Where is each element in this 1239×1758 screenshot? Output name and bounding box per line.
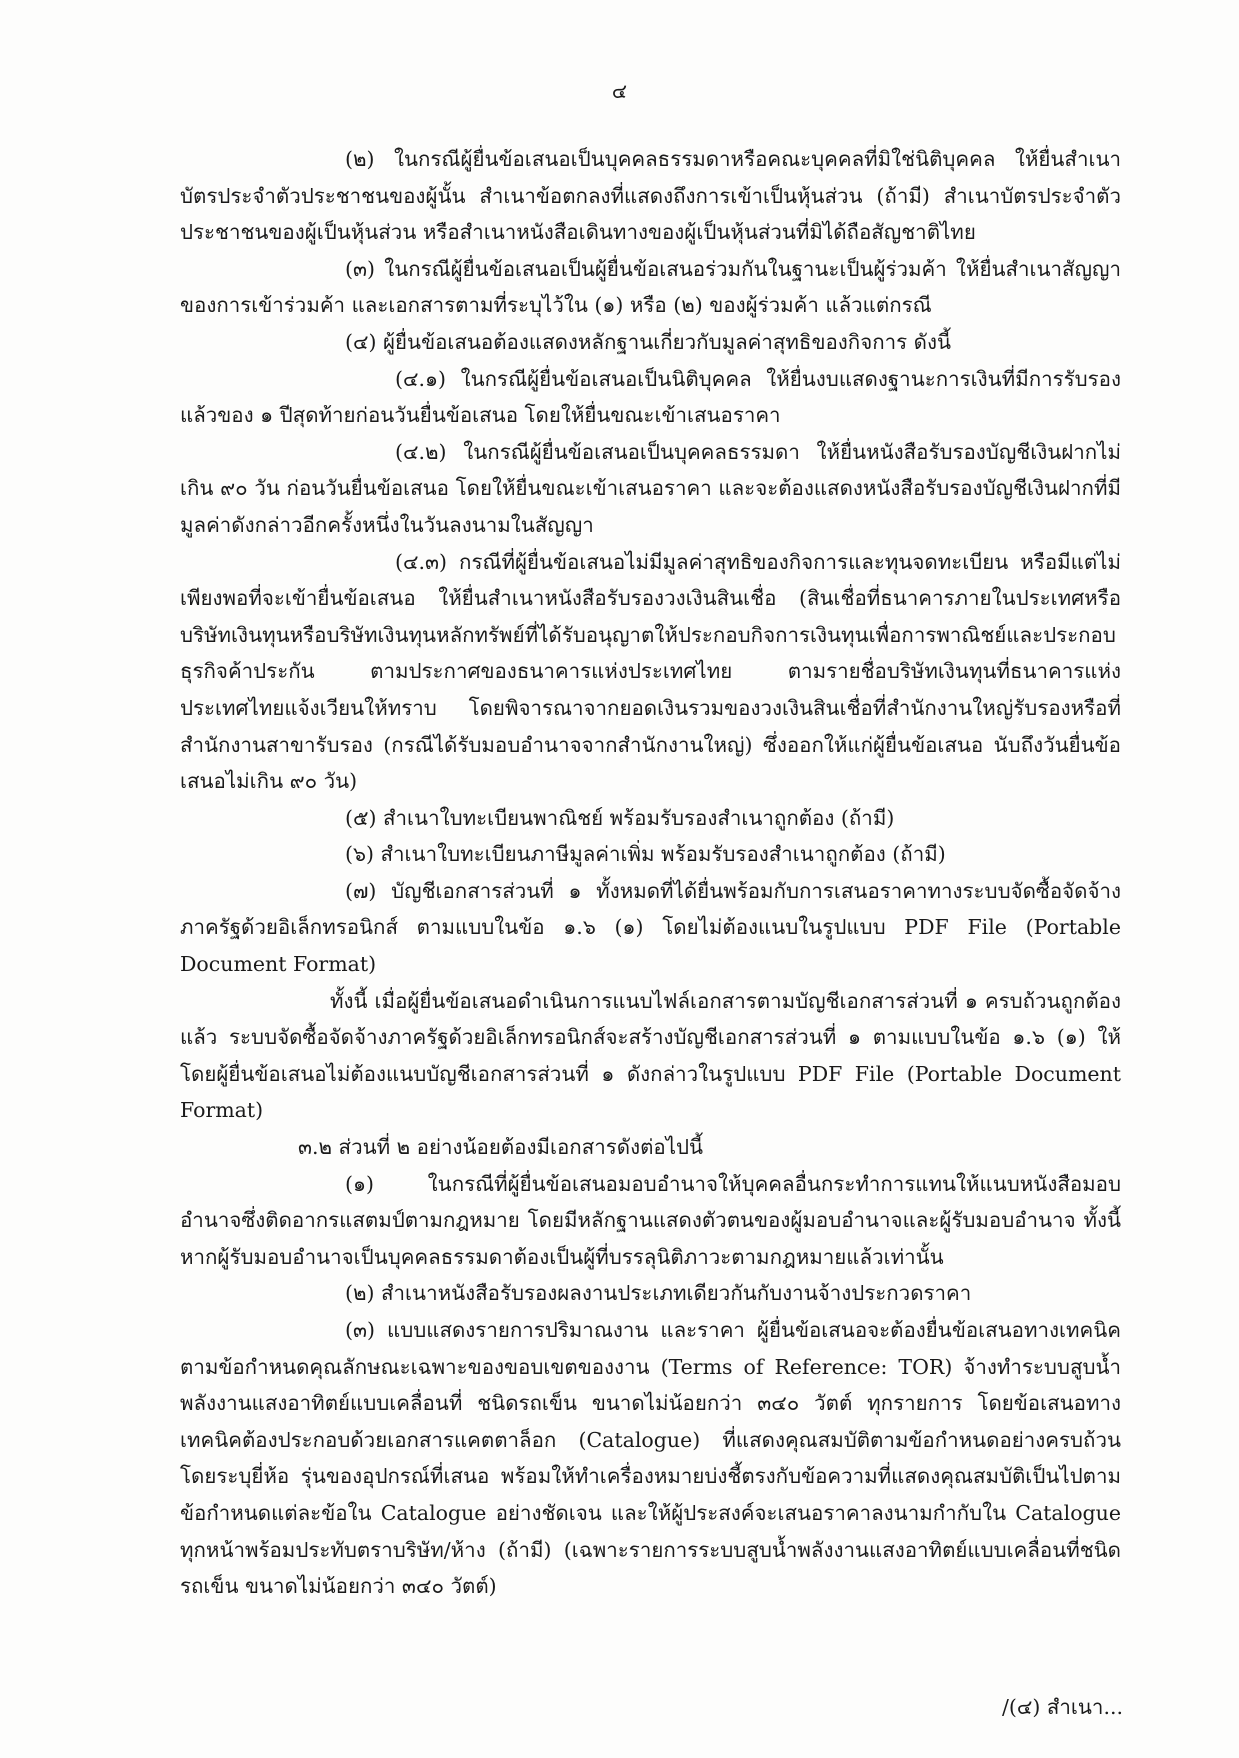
paragraph-note: ทั้งนี้ เมื่อผู้ยื่นข้อเสนอดำเนินการแนบไฟล์เอกสารตามบัญชีเอกสารส่วนที่ ๑ ครบถ้วนถูกต้องแล้ว ระบบจัดซื้อจัดจ้างภาครัฐด้วยอิเล็กทรอนิกส์จะสร้างบัญชีเอกสารส่วนที่ ๑ ตามแบบในข้อ ๑.๖ (๑) ให้โดยผู้ยื่นข้อเสนอไม่ต้องแนบบัญชีเอกสารส่วนที่ ๑ ดังกล่าวในรูปแบบ PDF File (Portable Document Format) (180, 988, 1121, 1123)
paragraph-part2-2-work-certificate: (๒) สำเนาหนังสือรับรองผลงานประเภทเดียวกันกับงานจ้างประกวดราคา (345, 1281, 972, 1306)
paragraph-part2-3-quantity-price: (๓) แบบแสดงรายการปริมาณงาน และราคา ผู้ยื่นข้อเสนอจะต้องยื่นข้อเสนอทางเทคนิค ตามข้อกำหนดคุณลักษณะเฉพาะของขอบเขตของงาน (Terms of Reference: TOR) จ้างทำระบบสูบน้ำพลังงานแสงอาทิตย์แบบเคลื่อนที่ ชนิดรถเข็น ขนาดไม่น้อยกว่า ๓๔๐ วัตต์ ทุกรายการ โดยข้อเสนอทางเทคนิคต้องประกอบด้วยเอกสารแคตตาล็อก (Catalogue) ที่แสดงคุณสมบัติตามข้อกำหนดอย่างครบถ้วน โดยระบุยี่ห้อ รุ่นของอุปกรณ์ที่เสนอ พร้อมให้ทำเครื่องหมายบ่งชี้ตรงกับข้อความที่แสดงคุณสมบัติเป็นไปตามข้อกำหนดแต่ละข้อใน Catalogue อย่างชัดเจน และให้ผู้ประสงค์จะเสนอราคาลงนามกำกับใน Catalogue ทุกหน้าพร้อมประทับตราบริษัท/ห้าง (ถ้ามี) (เฉพาะรายการระบบสูบน้ำพลังงานแสงอาทิตย์แบบเคลื่อนที่ชนิดรถเข็น ขนาดไม่น้อยกว่า ๓๔๐ วัตต์) (180, 1318, 1121, 1599)
paragraph-4-net-worth: (๔) ผู้ยื่นข้อเสนอต้องแสดงหลักฐานเกี่ยวกับมูลค่าสุทธิของกิจการ ดังนี้ (345, 329, 951, 354)
paragraph-7-document-list: (๗) บัญชีเอกสารส่วนที่ ๑ ทั้งหมดที่ได้ยื่นพร้อมกับการเสนอราคาทางระบบจัดซื้อจัดจ้างภาครัฐด้วยอิเล็กทรอนิกส์ ตามแบบในข้อ ๑.๖ (๑) โดยไม่ต้องแนบในรูปแบบ PDF File (Portable Document Format) (180, 878, 1121, 977)
page-number: ๔ (611, 79, 628, 103)
document-body (180, 141, 1121, 1605)
paragraph-part2-1-power-of-attorney: (๑) ในกรณีที่ผู้ยื่นข้อเสนอมอบอำนาจให้บุคคลอื่นกระทำการแทนให้แนบหนังสือมอบอำนาจซึ่งติดอากรแสตมป์ตามกฎหมาย โดยมีหลักฐานแสดงตัวตนของผู้มอบอำนาจและผู้รับมอบอำนาจ ทั้งนี้ หากผู้รับมอบอำนาจเป็นบุคคลธรรมดาต้องเป็นผู้ที่บรรลุนิติภาวะตามกฎหมายแล้วเท่านั้น (180, 1171, 1121, 1269)
paragraph-2-individual: (๒) ในกรณีผู้ยื่นข้อเสนอเป็นบุคคลธรรมดาหรือคณะบุคคลที่มิใช่นิติบุคคล ให้ยื่นสำเนาบัตรประจำตัวประชาชนของผู้นั้น สำเนาข้อตกลงที่แสดงถึงการเข้าเป็นหุ้นส่วน (ถ้ามี) สำเนาบัตรประจำตัวประชาชนของผู้เป็นหุ้นส่วน หรือสำเนาหนังสือเดินทางของผู้เป็นหุ้นส่วนที่มิได้ถือสัญชาติไทย (180, 147, 1121, 245)
paragraph-5-commercial-registration: (๕) สำเนาใบทะเบียนพาณิชย์ พร้อมรับรองสำเนาถูกต้อง (ถ้ามี) (345, 805, 895, 830)
continuation-note: /(๔) สำเนา... (1001, 1695, 1123, 1719)
paragraph-4-1-juristic: (๔.๑) ในกรณีผู้ยื่นข้อเสนอเป็นนิติบุคคล ให้ยื่นงบแสดงฐานะการเงินที่มีการรับรองแล้วของ ๑ ปีสุดท้ายก่อนวันยื่นข้อเสนอ โดยให้ยื่นขณะเข้าเสนอราคา (180, 366, 1121, 428)
paragraph-4-2-natural-person: (๔.๒) ในกรณีผู้ยื่นข้อเสนอเป็นบุคคลธรรมดา ให้ยื่นหนังสือรับรองบัญชีเงินฝากไม่เกิน ๙๐ วัน ก่อนวันยื่นข้อเสนอ โดยให้ยื่นขณะเข้าเสนอราคา และจะต้องแสดงหนังสือรับรองบัญชีเงินฝากที่มีมูลค่าดังกล่าวอีกครั้งหนึ่งในวันลงนามในสัญญา (180, 439, 1121, 537)
paragraph-4-3-credit-line: (๔.๓) กรณีที่ผู้ยื่นข้อเสนอไม่มีมูลค่าสุทธิของกิจการและทุนจดทะเบียน หรือมีแต่ไม่เพียงพอที่จะเข้ายื่นข้อเสนอ ให้ยื่นสำเนาหนังสือรับรองวงเงินสินเชื่อ (สินเชื่อที่ธนาคารภายในประเทศหรือบริษัทเงินทุนหรือบริษัทเงินทุนหลักทรัพย์ที่ได้รับอนุญาตให้ประกอบกิจการเงินทุนเพื่อการพาณิชย์และประกอบธุรกิจค้าประกัน ตามประกาศของธนาคารแห่งประเทศไทย ตามรายชื่อบริษัทเงินทุนที่ธนาคารแห่งประเทศไทยแจ้งเวียนให้ทราบ โดยพิจารณาจากยอดเงินรวมของวงเงินสินเชื่อที่สำนักงานใหญ่รับรองหรือที่สำนักงานสาขารับรอง (กรณีได้รับมอบอำนาจจากสำนักงานใหญ่) ซึ่งออกให้แก่ผู้ยื่นข้อเสนอ นับถึงวันยื่นข้อเสนอไม่เกิน ๙๐ วัน) (180, 549, 1121, 794)
paragraph-6-vat-registration: (๖) สำเนาใบทะเบียนภาษีมูลค่าเพิ่ม พร้อมรับรองสำเนาถูกต้อง (ถ้ามี) (345, 842, 946, 867)
paragraph-3-joint-venture: (๓) ในกรณีผู้ยื่นข้อเสนอเป็นผู้ยื่นข้อเสนอร่วมกันในฐานะเป็นผู้ร่วมค้า ให้ยื่นสำเนาสัญญาของการเข้าร่วมค้า และเอกสารตามที่ระบุไว้ใน (๑) หรือ (๒) ของผู้ร่วมค้า แล้วแต่กรณี (180, 256, 1121, 318)
section-3-2-heading: ๓.๒ ส่วนที่ ๒ อย่างน้อยต้องมีเอกสารดังต่อไปนี้ (298, 1135, 704, 1160)
